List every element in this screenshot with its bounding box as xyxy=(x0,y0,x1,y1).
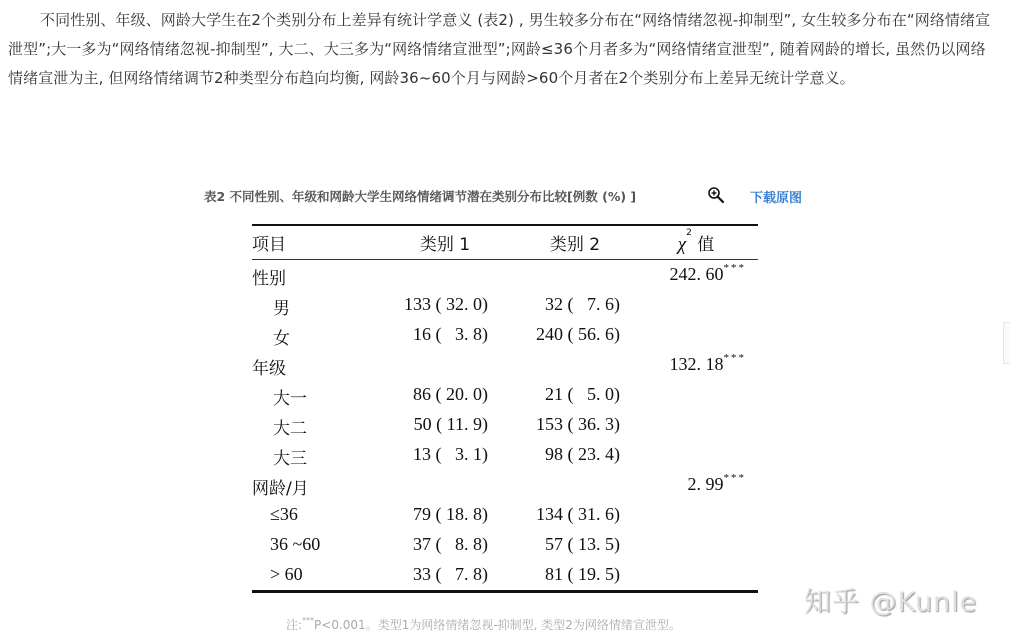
group-label: 年级 xyxy=(252,359,286,379)
class1-value: 13 ( 3. 1) xyxy=(413,444,488,464)
class2-value: 153 ( 36. 3) xyxy=(536,414,620,434)
class2-value: 81 ( 19. 5) xyxy=(545,564,620,584)
class2-value: 134 ( 31. 6) xyxy=(536,504,620,524)
significance-stars: *** xyxy=(723,262,746,274)
chi-value: 132. 18*** xyxy=(669,352,746,374)
class2-value: 98 ( 23. 4) xyxy=(545,444,620,464)
header-class1: 类别 1 xyxy=(419,235,471,255)
class1-value: 79 ( 18. 8) xyxy=(413,504,488,524)
row-label: 女 xyxy=(273,329,290,349)
class1-value: 37 ( 8. 8) xyxy=(413,534,488,554)
row-label: 大一 xyxy=(273,389,307,409)
class2-value: 32 ( 7. 6) xyxy=(545,294,620,314)
class2-value: 57 ( 13. 5) xyxy=(545,534,620,554)
class1-value: 50 ( 11. 9) xyxy=(413,414,488,434)
class1-value: 86 ( 20. 0) xyxy=(413,384,488,404)
table-row xyxy=(252,320,758,350)
significance-stars: *** xyxy=(723,352,746,364)
row-label: 大二 xyxy=(273,419,307,439)
row-label: > 60 xyxy=(270,564,303,584)
header-chi-square xyxy=(656,230,736,256)
row-label: 36 ~60 xyxy=(270,534,321,554)
group-label: 网龄/月 xyxy=(252,479,309,499)
group-label: 性别 xyxy=(252,269,286,289)
data-table xyxy=(252,224,758,593)
table-row xyxy=(252,440,758,470)
class2-value: 240 ( 56. 6) xyxy=(536,324,620,344)
header-class2: 类别 2 xyxy=(549,235,601,255)
chi-value: 242. 60*** xyxy=(669,262,746,284)
table-caption: 表2 不同性别、年级和网龄大学生网络情绪调节潜在类别分布比较[例数 (%) ] xyxy=(204,189,637,204)
note-prefix: 注: xyxy=(286,618,303,632)
table-caption-row xyxy=(0,184,1010,208)
download-original-link[interactable]: 下载原图 xyxy=(750,191,803,206)
class1-value: 33 ( 7. 8) xyxy=(413,564,488,584)
note-stars: *** xyxy=(302,616,315,625)
magnifier-plus-icon[interactable] xyxy=(707,186,725,204)
class2-value: 21 ( 5. 0) xyxy=(545,384,620,404)
table-group-row xyxy=(252,470,758,500)
table-bottom-rule xyxy=(252,590,758,593)
row-label: 男 xyxy=(273,299,290,319)
table-row xyxy=(252,560,758,590)
table-row xyxy=(252,290,758,320)
table-group-row xyxy=(252,260,758,290)
header-item: 项目 xyxy=(252,235,286,255)
significance-stars: *** xyxy=(723,472,746,484)
watermark: 知乎 @Kunle xyxy=(804,587,978,618)
table-row xyxy=(252,530,758,560)
table-row xyxy=(252,380,758,410)
row-label: ≤36 xyxy=(270,504,298,524)
class1-value: 16 ( 3. 8) xyxy=(413,324,488,344)
row-label: 大三 xyxy=(273,449,307,469)
body-paragraph: 不同性别、年级、网龄大学生在2个类别分布上差异有统计学意义 (表2) , 男生较多分布在“网络情绪忽视-抑制型”, 女生较多分布在“网络情绪宣泄型”;大一多为“网络情绪忽视-抑制型”, 大二、大三多为“网络情绪宣泄型”;网龄≤36个月者多为“网络情绪宣泄型”, 随着网龄的增长, 虽然仍以网络情绪宣泄为主, 但网络情绪调节2种类型分布趋向均衡, 网龄36~60个月与网龄>60个月者在2个类别分布上差异无统计学意义。 xyxy=(8,11,991,87)
table-row xyxy=(252,500,758,530)
chi-symbol: χ xyxy=(677,234,687,255)
table-group-row xyxy=(252,350,758,380)
side-scroll-handle[interactable] xyxy=(1003,322,1010,364)
chi-superscript: 2 xyxy=(686,228,692,238)
chi-label: 值 xyxy=(697,235,715,255)
note-text: P<0.001。类型1为网络情绪忽视-抑制型, 类型2为网络情绪宣泄型。 xyxy=(314,618,681,632)
table-header-row xyxy=(252,226,758,259)
chi-value: 2. 99*** xyxy=(687,472,746,494)
class1-value: 133 ( 32. 0) xyxy=(404,294,488,314)
table-row xyxy=(252,410,758,440)
table-note xyxy=(286,616,681,633)
